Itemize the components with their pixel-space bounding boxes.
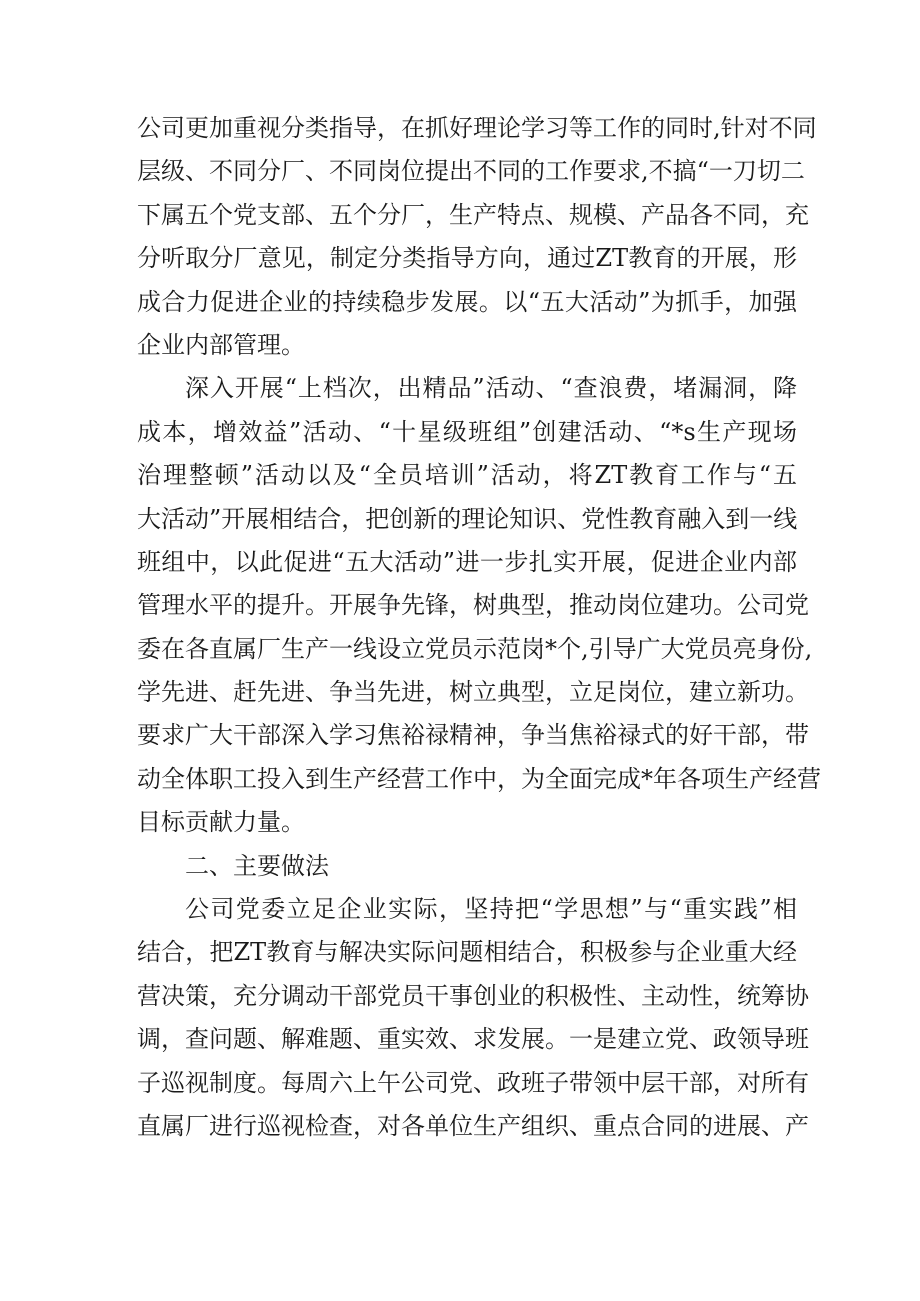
text-line: 大活动”开展相结合，把创新的理论知识、党性教育融入到一线: [137, 504, 798, 533]
paragraph-first-line: 深入开展“上档次，出精品”活动、“查浪费，堵漏洞，降: [185, 374, 797, 403]
text-line: 直属厂进行巡视检查，对各单位生产组织、重点合同的进展、产: [137, 1111, 809, 1140]
text-line: 班组中，以此促进“五大活动”进一步扎实开展，促进企业内部: [137, 547, 797, 576]
text-line: 治理整顿”活动以及“全员培训”活动，将ZT教育工作与“五: [137, 461, 797, 490]
text-line: 目标贡献力量。: [137, 808, 305, 837]
document-body: [137, 107, 821, 1148]
section-heading: 二、主要做法: [185, 851, 329, 880]
text-line: 结合，把ZT教育与解决实际问题相结合，积极参与企业重大经: [137, 938, 797, 967]
text-line: 学先进、赶先进、争当先进，树立典型，立足岗位，建立新功。: [137, 678, 809, 707]
text-line: 委在各直属厂生产一线设立党员示范岗*个,引导广大党员亮身份,: [137, 634, 813, 663]
text-line: 调，查问题、解难题、重实效、求发展。一是建立党、政领导班: [137, 1025, 809, 1054]
text-line: 层级、不同分厂、不同岗位提出不同的工作要求,不搞“一刀切二: [137, 157, 805, 186]
text-line: 成本，增效益”活动、“十星级班组”创建活动、“*s生产现场: [137, 417, 797, 446]
text-line: 成合力促进企业的持续稳步发展。以“五大活动”为抓手，加强: [137, 287, 797, 316]
text-line: 动全体职工投入到生产经营工作中，为全面完成*年各项生产经营: [137, 764, 821, 793]
text-line: 子巡视制度。每周六上午公司党、政班子带领中层干部，对所有: [137, 1068, 809, 1097]
text-line: 营决策，充分调动干部党员干事创业的积极性、主动性，统筹协: [137, 981, 809, 1010]
text-line: 下属五个党支部、五个分厂，生产特点、规模、产品各不同，充: [137, 200, 809, 229]
paragraph-first-line: 公司党委立足企业实际，坚持把“学思想”与“重实践”相: [185, 895, 797, 924]
text-line: 管理水平的提升。开展争先锋，树典型，推动岗位建功。公司党: [137, 591, 809, 620]
text-line: 企业内部管理。: [137, 330, 305, 359]
text-line: 分听取分厂意见，制定分类指导方向，通过ZT教育的开展，形: [137, 244, 797, 273]
text-line: 公司更加重视分类指导，在抓好理论学习等工作的同时,针对不同: [137, 114, 817, 142]
text-line: 要求广大干部深入学习焦裕禄精神，争当焦裕禄式的好干部，带: [137, 721, 809, 750]
